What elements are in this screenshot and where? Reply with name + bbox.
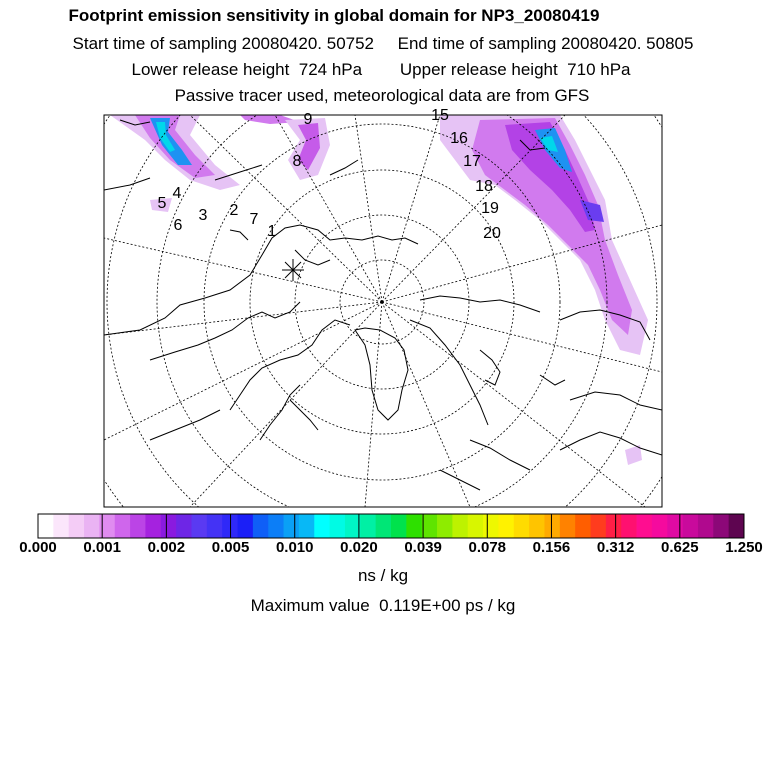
trajectory-label-20: 20 [483, 225, 501, 242]
colorbar-units: ns / kg [357, 566, 409, 585]
trajectory-label-4: 4 [172, 185, 182, 202]
colorbar-tick-label: 0.002 [147, 539, 186, 556]
colorbar-swatch [222, 514, 238, 538]
colorbar-swatch [652, 514, 668, 538]
colorbar [38, 514, 744, 538]
tracer-info: Passive tracer used, meteorological data are from GFS [174, 86, 590, 105]
colorbar-swatch [698, 514, 714, 538]
trajectory-label-1: 1 [267, 223, 277, 240]
colorbar-swatch [591, 514, 607, 538]
colorbar-swatch [207, 514, 223, 538]
colorbar-swatch [253, 514, 269, 538]
colorbar-swatch [176, 514, 192, 538]
colorbar-tick-label: 1.250 [725, 539, 763, 556]
colorbar-swatch [115, 514, 131, 538]
colorbar-swatch [284, 514, 300, 538]
colorbar-swatch [713, 514, 729, 538]
colorbar-swatch [406, 514, 422, 538]
trajectory-label-6: 6 [173, 217, 183, 234]
colorbar-swatch [606, 514, 622, 538]
colorbar-swatch [621, 514, 637, 538]
colorbar-swatch [191, 514, 207, 538]
release-site-marker [282, 259, 304, 281]
colorbar-swatch [637, 514, 653, 538]
colorbar-tick-label: 0.001 [83, 539, 121, 556]
colorbar-swatch [145, 514, 161, 538]
max-value-text: Maximum value 0.119E+00 ps / kg [250, 596, 516, 615]
trajectory-label-5: 5 [157, 195, 167, 212]
colorbar-swatch [69, 514, 85, 538]
colorbar-swatch [130, 514, 146, 538]
colorbar-swatch [575, 514, 591, 538]
colorbar-tick-label: 0.156 [532, 539, 571, 556]
colorbar-swatch [422, 514, 438, 538]
colorbar-swatch [437, 514, 453, 538]
trajectory-label-2: 2 [229, 202, 239, 219]
colorbar-swatch [729, 514, 745, 538]
colorbar-tick-label: 0.039 [404, 539, 442, 556]
colorbar-swatch [238, 514, 254, 538]
colorbar-tick-label: 0.005 [211, 539, 250, 556]
colorbar-swatch [53, 514, 69, 538]
colorbar-swatch [529, 514, 545, 538]
colorbar-swatch [376, 514, 392, 538]
trajectory-label-16: 16 [450, 130, 468, 147]
colorbar-swatch [84, 514, 100, 538]
colorbar-swatch [38, 514, 54, 538]
trajectory-label-19: 19 [481, 200, 499, 217]
colorbar-tick-label: 0.625 [661, 539, 699, 556]
colorbar-tick-label: 0.312 [596, 539, 635, 556]
release-heights: Lower release height 724 hPa Upper release height 710 hPa [131, 60, 631, 79]
trajectory-label-8: 8 [292, 153, 302, 170]
chart-title: Footprint emission sensitivity in global domain for NP3_20080419 [68, 6, 600, 25]
colorbar-swatch [667, 514, 683, 538]
colorbar-swatch [514, 514, 530, 538]
sampling-times: Start time of sampling 20080420. 50752 End time of sampling 20080420. 50805 [72, 34, 694, 53]
colorbar-swatch [483, 514, 499, 538]
colorbar-swatch [683, 514, 699, 538]
colorbar-swatch [161, 514, 177, 538]
colorbar-tick-label: 0.000 [19, 539, 57, 556]
trajectory-label-9: 9 [303, 111, 313, 128]
colorbar-swatch [544, 514, 560, 538]
trajectory-label-7: 7 [249, 211, 259, 228]
colorbar-swatch [498, 514, 514, 538]
trajectory-label-3: 3 [198, 207, 208, 224]
colorbar-swatch [330, 514, 346, 538]
colorbar-tick-label: 0.020 [340, 539, 378, 556]
colorbar-tick-label: 0.078 [468, 539, 507, 556]
trajectory-label-17: 17 [463, 153, 481, 170]
colorbar-tick-label: 0.010 [275, 539, 314, 556]
colorbar-swatch [468, 514, 484, 538]
colorbar-swatch [391, 514, 407, 538]
colorbar-swatch [345, 514, 361, 538]
colorbar-swatch [452, 514, 468, 538]
colorbar-swatch [560, 514, 576, 538]
colorbar-swatch [268, 514, 284, 538]
trajectory-label-18: 18 [475, 178, 493, 195]
colorbar-swatch [314, 514, 330, 538]
trajectory-label-15: 15 [431, 107, 449, 124]
colorbar-swatch [299, 514, 315, 538]
colorbar-swatch [360, 514, 376, 538]
